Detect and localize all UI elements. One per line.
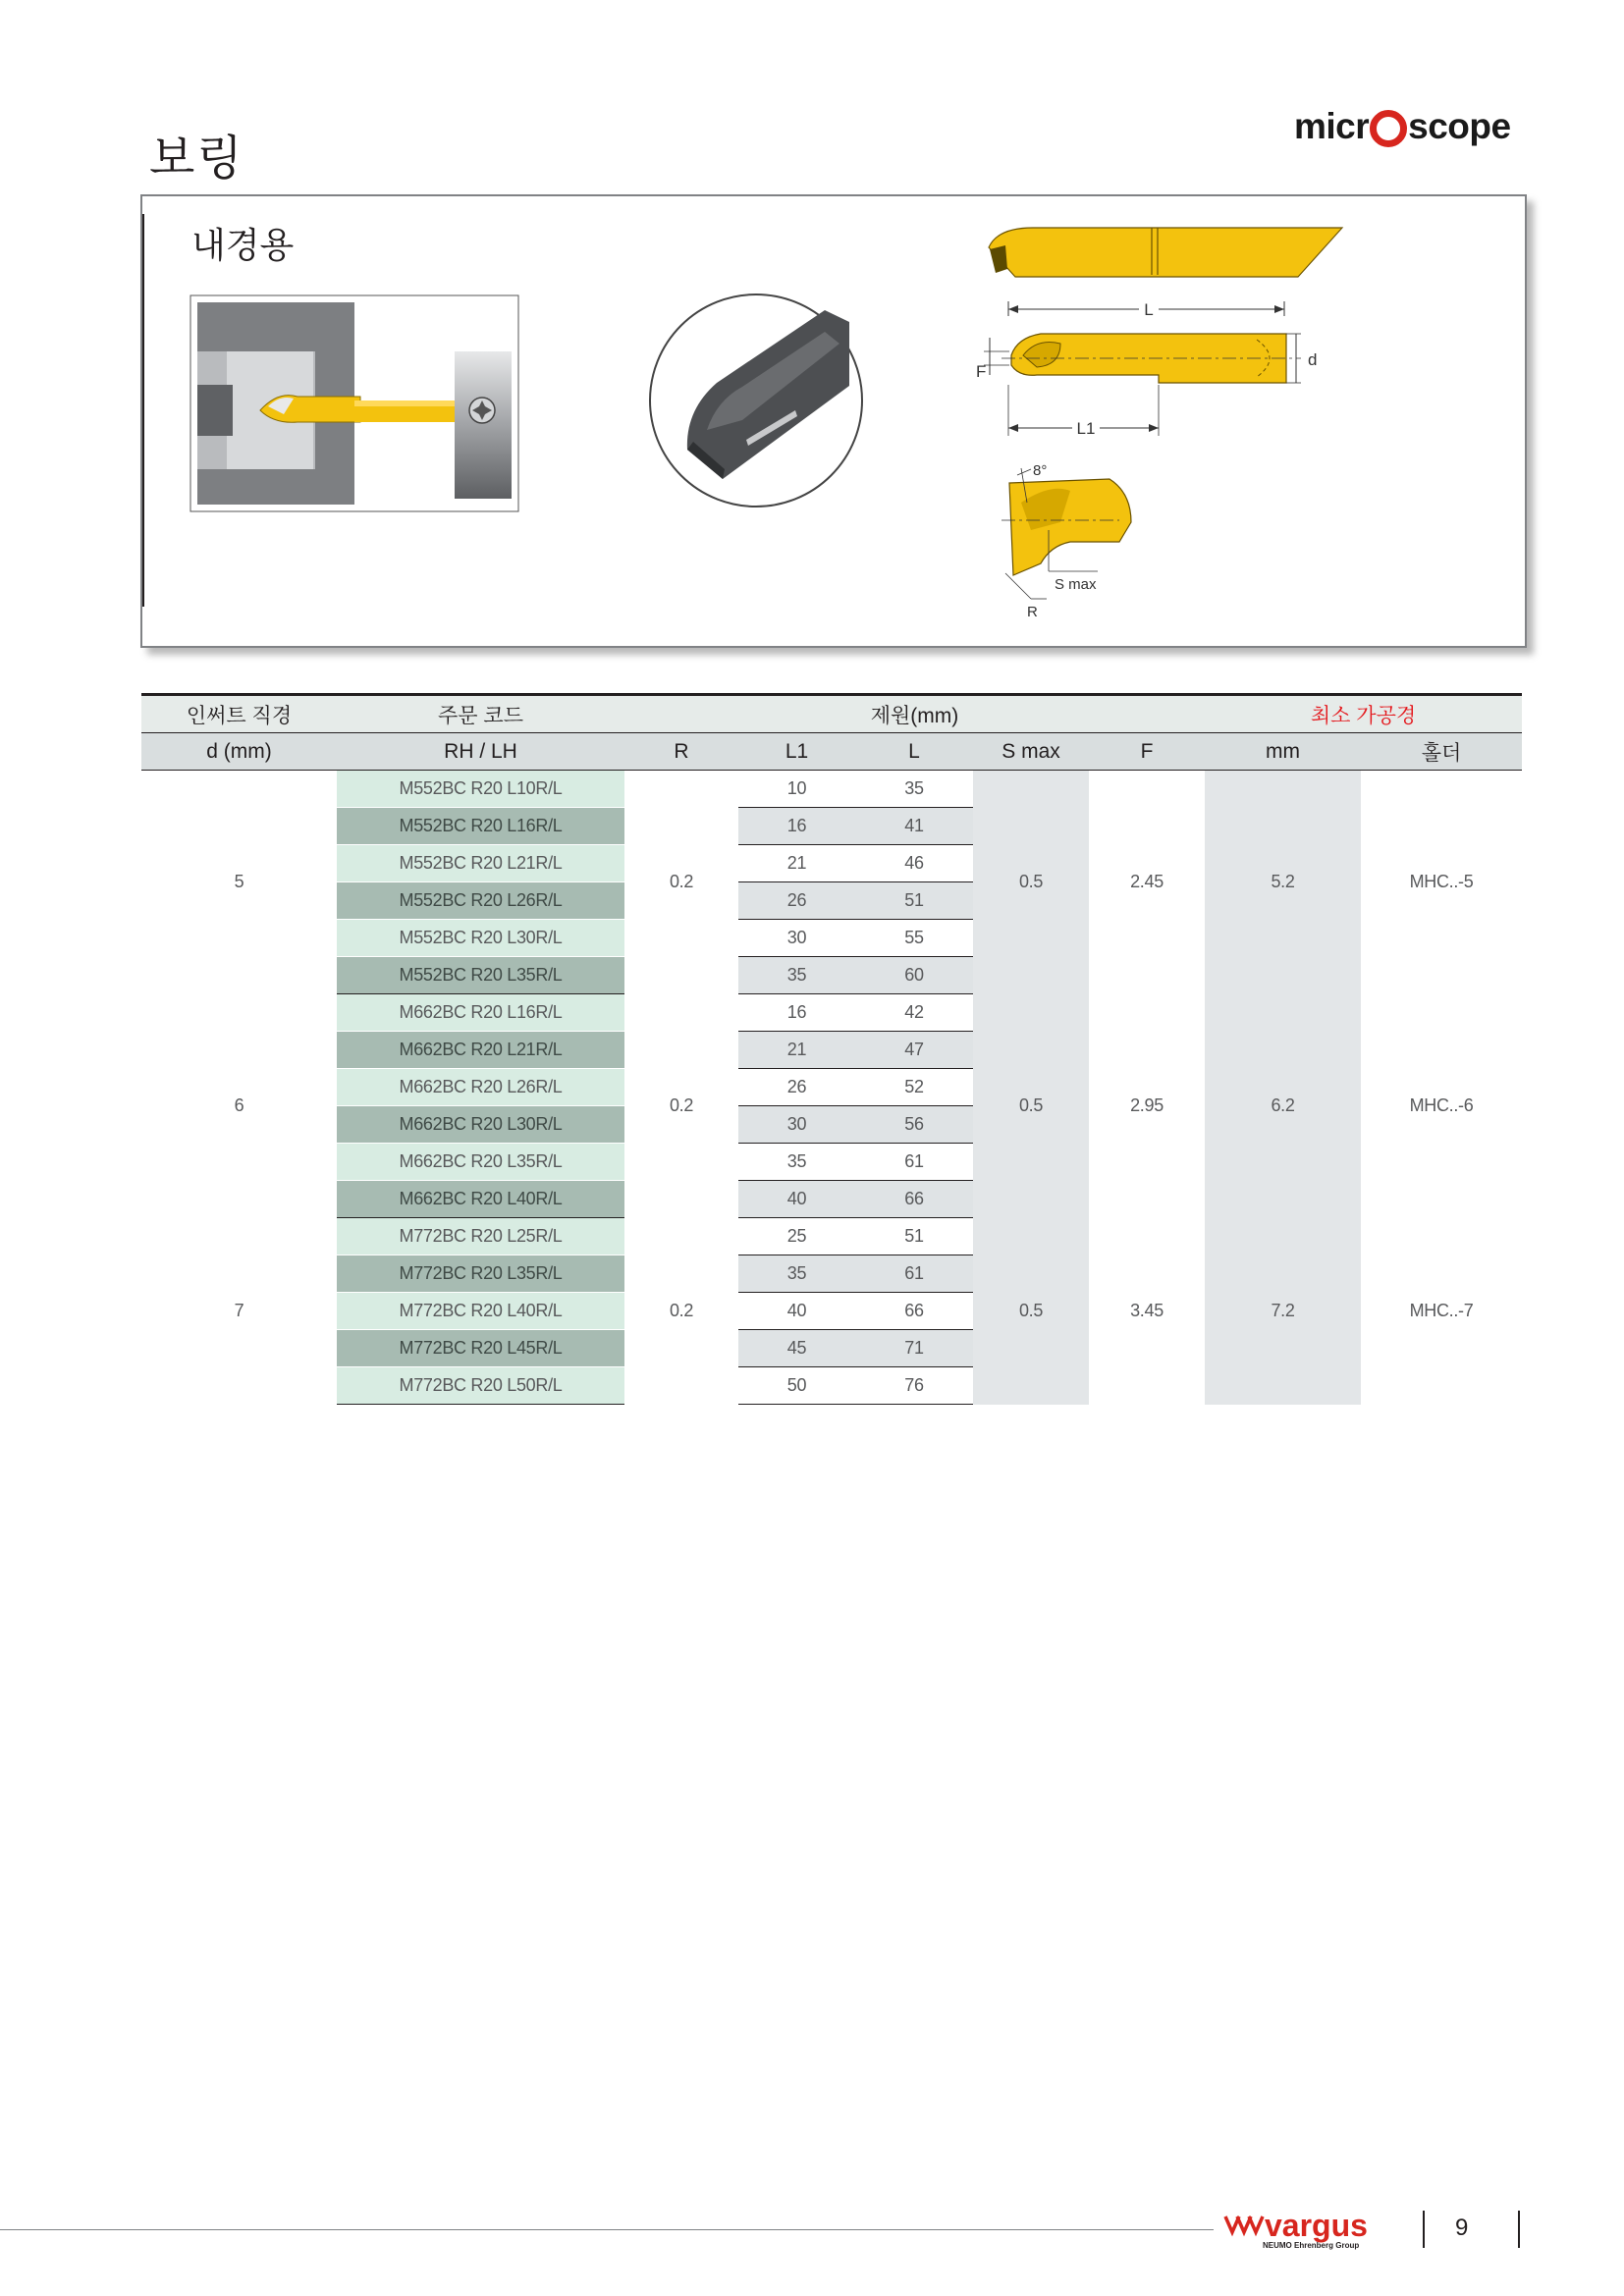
col-holder: 홀더	[1361, 733, 1522, 771]
label-d: d	[1308, 350, 1318, 369]
cell-l: 47	[855, 1032, 973, 1069]
cell-f: 2.45	[1130, 872, 1164, 892]
table-row	[141, 994, 1522, 1032]
cell-l1: 30	[738, 1106, 855, 1144]
table-row	[141, 771, 1522, 808]
table-header-row-1	[141, 695, 1522, 733]
footer-rule	[0, 2229, 1214, 2230]
brand-logo-left: micr	[1294, 106, 1370, 146]
col-l: L	[855, 733, 973, 771]
col-rh-lh: RH / LH	[337, 733, 624, 771]
cell-l: 71	[855, 1330, 973, 1367]
label-R: R	[1027, 604, 1038, 620]
panel-title: 내경용	[191, 226, 295, 266]
cell-d: 5	[234, 872, 244, 892]
cell-l1: 50	[738, 1367, 855, 1405]
page-number: 9	[1455, 2215, 1469, 2241]
cell-r: 0.2	[669, 872, 694, 892]
cell-l: 60	[855, 957, 973, 994]
label-angle: 8°	[1033, 462, 1048, 479]
cell-l: 51	[855, 882, 973, 920]
cell-l: 51	[855, 1218, 973, 1255]
cell-holder: MHC..-5	[1409, 872, 1474, 892]
vargus-logo	[1223, 2207, 1418, 2252]
cell-smax: 0.5	[973, 994, 1089, 1218]
col-smax: S max	[973, 733, 1089, 771]
col-insert-diameter: 인써트 직경	[141, 695, 337, 733]
col-d-mm: d (mm)	[141, 733, 337, 771]
footer-divider	[1518, 2211, 1520, 2248]
cell-l1: 35	[738, 1255, 855, 1293]
cell-l1: 30	[738, 920, 855, 957]
table-header-row-2	[141, 733, 1522, 771]
boring-application-illustration	[189, 294, 519, 512]
cell-l1: 35	[738, 1144, 855, 1181]
vargus-logo-subtext: NEUMO Ehrenberg Group	[1263, 2241, 1360, 2250]
cell-l1: 40	[738, 1293, 855, 1330]
vargus-logo-text: vargus	[1265, 2208, 1368, 2243]
cell-l1: 21	[738, 845, 855, 882]
cell-l1: 26	[738, 882, 855, 920]
cell-order-code: M552BC R20 L30R/L	[337, 920, 624, 957]
cell-order-code: M662BC R20 L35R/L	[337, 1144, 624, 1181]
label-F: F	[976, 362, 987, 381]
product-panel	[140, 194, 1527, 648]
cell-min-bore: 6.2	[1205, 994, 1361, 1218]
cell-r: 0.2	[669, 1095, 694, 1115]
col-l1: L1	[738, 733, 855, 771]
cell-order-code: M772BC R20 L40R/L	[337, 1293, 624, 1330]
cell-order-code: M662BC R20 L21R/L	[337, 1032, 624, 1069]
cell-l1: 21	[738, 1032, 855, 1069]
cell-l: 52	[855, 1069, 973, 1106]
cell-smax: 0.5	[973, 1218, 1089, 1405]
cell-l1: 40	[738, 1181, 855, 1218]
col-order-code: 주문 코드	[337, 695, 624, 733]
label-L1: L1	[1076, 419, 1096, 438]
cell-order-code: M552BC R20 L16R/L	[337, 808, 624, 845]
cell-l: 76	[855, 1367, 973, 1405]
footer-divider	[1423, 2211, 1425, 2248]
cell-d: 7	[234, 1301, 244, 1320]
cell-min-bore: 7.2	[1205, 1218, 1361, 1405]
cell-l: 66	[855, 1293, 973, 1330]
cell-holder: MHC..-7	[1409, 1301, 1474, 1320]
label-L: L	[1144, 300, 1154, 319]
cell-l: 35	[855, 771, 973, 808]
col-r: R	[624, 733, 738, 771]
dimension-drawing	[962, 218, 1355, 620]
cell-l: 42	[855, 994, 973, 1032]
table-row	[141, 1218, 1522, 1255]
cell-order-code: M772BC R20 L25R/L	[337, 1218, 624, 1255]
brand-logo-right: scope	[1408, 106, 1511, 146]
cell-min-bore: 5.2	[1205, 771, 1361, 994]
cell-order-code: M772BC R20 L50R/L	[337, 1367, 624, 1405]
cell-r: 0.2	[669, 1301, 694, 1320]
col-min-bore: 최소 가공경	[1205, 695, 1522, 733]
insert-closeup-illustration	[648, 293, 864, 508]
col-f: F	[1089, 733, 1205, 771]
cell-order-code: M662BC R20 L30R/L	[337, 1106, 624, 1144]
cell-l: 61	[855, 1255, 973, 1293]
cell-l: 41	[855, 808, 973, 845]
page-title: 보링	[149, 131, 244, 186]
cell-l: 61	[855, 1144, 973, 1181]
panel-accent-bar	[142, 214, 144, 607]
cell-l1: 45	[738, 1330, 855, 1367]
cell-l: 55	[855, 920, 973, 957]
col-mm: mm	[1205, 733, 1361, 771]
cell-d: 6	[234, 1095, 244, 1115]
cell-order-code: M772BC R20 L45R/L	[337, 1330, 624, 1367]
cell-order-code: M772BC R20 L35R/L	[337, 1255, 624, 1293]
cell-order-code: M662BC R20 L16R/L	[337, 994, 624, 1032]
cell-l: 56	[855, 1106, 973, 1144]
cell-l1: 35	[738, 957, 855, 994]
cell-l1: 10	[738, 771, 855, 808]
brand-logo-o	[1370, 110, 1407, 147]
cell-order-code: M662BC R20 L26R/L	[337, 1069, 624, 1106]
cell-order-code: M662BC R20 L40R/L	[337, 1181, 624, 1218]
cell-order-code: M552BC R20 L21R/L	[337, 845, 624, 882]
cell-f: 3.45	[1130, 1301, 1164, 1320]
label-smax: S max	[1055, 576, 1097, 593]
cell-order-code: M552BC R20 L35R/L	[337, 957, 624, 994]
cell-order-code: M552BC R20 L10R/L	[337, 771, 624, 808]
cell-l1: 16	[738, 994, 855, 1032]
spec-table	[141, 693, 1522, 1405]
cell-smax: 0.5	[973, 771, 1089, 994]
col-specs: 제원(mm)	[624, 695, 1205, 733]
cell-l1: 25	[738, 1218, 855, 1255]
cell-holder: MHC..-6	[1409, 1095, 1474, 1115]
cell-order-code: M552BC R20 L26R/L	[337, 882, 624, 920]
cell-f: 2.95	[1130, 1095, 1164, 1115]
cell-l: 46	[855, 845, 973, 882]
cell-l: 66	[855, 1181, 973, 1218]
cell-l1: 26	[738, 1069, 855, 1106]
cell-l1: 16	[738, 808, 855, 845]
brand-logo	[1294, 106, 1511, 147]
